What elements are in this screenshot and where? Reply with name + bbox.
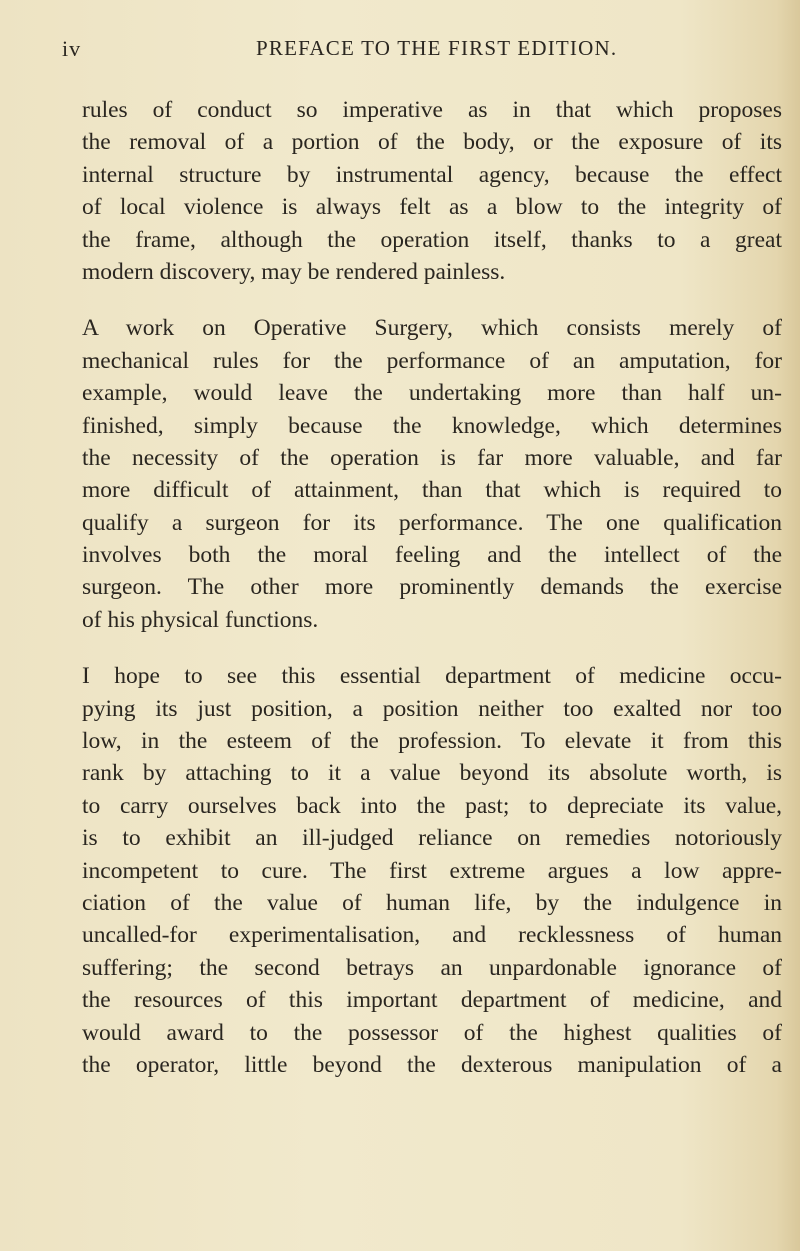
page-header: [0, 36, 800, 66]
text-line: would award to the possessor of the highest qualities of: [82, 1019, 782, 1046]
text-line: is to exhibit an ill-judged reliance on remedies notoriously: [82, 825, 782, 852]
text-line: mechanical rules for the performance of an amputation, for: [82, 347, 782, 374]
text-line: example, would leave the undertaking more than half un-: [82, 380, 782, 407]
text-line: more difficult of attainment, than that which is required to: [82, 477, 782, 504]
paragraph-1: [82, 94, 782, 288]
text-line: the removal of a portion of the body, or the exposure of its: [82, 129, 782, 156]
text-line: uncalled-for experimentalisation, and recklessness of human: [82, 922, 782, 949]
text-line: rules of conduct so imperative as in that which proposes: [82, 97, 782, 123]
text-line: of local violence is always felt as a blow to the integrity of: [82, 194, 782, 221]
text-line: pying its just position, a position neither too exalted nor too: [82, 695, 782, 722]
paragraph-3: [82, 660, 782, 1081]
text-line: modern discovery, may be rendered painless.: [82, 258, 506, 285]
text-line: of his physical functions.: [82, 606, 319, 633]
body-text: [82, 94, 782, 1081]
text-line: incompetent to cure. The first extreme argues a low appre-: [82, 857, 782, 884]
running-head: PREFACE TO THE FIRST EDITION.: [256, 36, 618, 60]
text-line: the necessity of the operation is far more valuable, and far: [82, 444, 782, 471]
text-line: A work on Operative Surgery, which consists merely of: [82, 315, 782, 342]
text-line: rank by attaching to it a value beyond its absolute worth, is: [82, 760, 782, 787]
text-line: suffering; the second betrays an unpardonable ignorance of: [82, 954, 782, 981]
text-line: ciation of the value of human life, by the indulgence in: [82, 889, 782, 916]
text-line: low, in the esteem of the profession. To elevate it from this: [82, 728, 782, 755]
text-line: I hope to see this essential department of medicine occu-: [82, 663, 782, 690]
text-line: qualify a surgeon for its performance. The one qualification: [82, 509, 782, 536]
text-line: the operator, little beyond the dexterous manipulation of a: [82, 1051, 782, 1078]
text-line: the resources of this important department of medicine, and: [82, 987, 782, 1014]
text-line: finished, simply because the knowledge, which determines: [82, 412, 782, 439]
text-line: the frame, although the operation itself, thanks to a great: [82, 226, 782, 253]
text-line: surgeon. The other more prominently demands the exercise: [82, 574, 782, 601]
text-line: to carry ourselves back into the past; to depreciate its value,: [82, 792, 782, 819]
text-line: involves both the moral feeling and the intellect of the: [82, 542, 782, 569]
paragraph-2: [82, 312, 782, 636]
text-line: internal structure by instrumental agency, because the effect: [82, 161, 782, 188]
page-number: iv: [62, 36, 82, 61]
